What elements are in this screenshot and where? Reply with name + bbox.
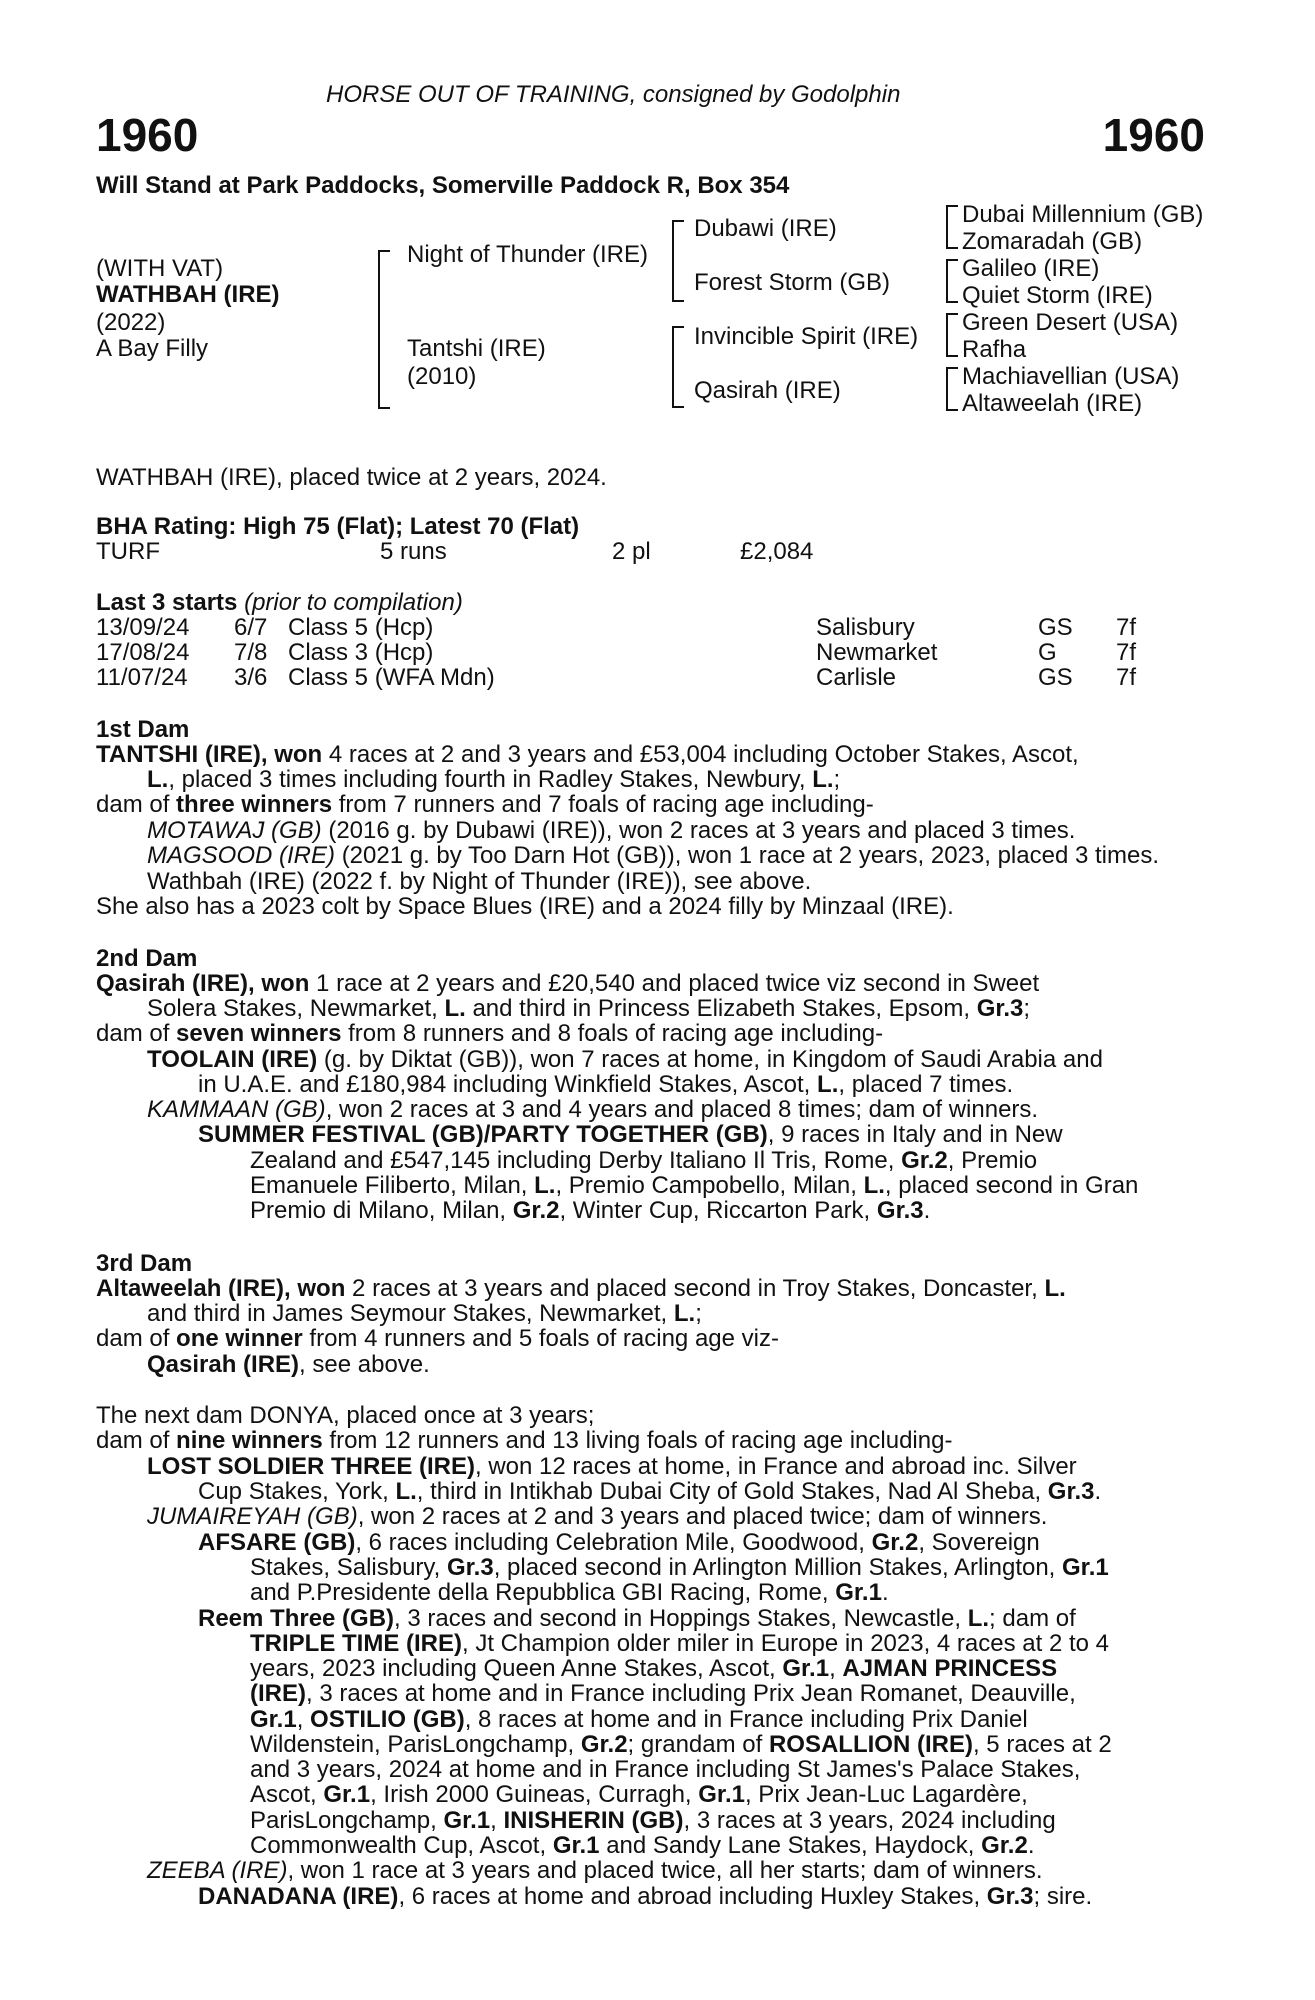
horse-name: WATHBAH (IRE) — [96, 281, 280, 308]
pedigree-sire-sire: Dubawi (IRE) — [694, 215, 837, 242]
next-dam-line: Cup Stakes, York, L., third in Intikhab Dubai City of Gold Stakes, Nad Al Sheba, Gr.3. — [198, 1478, 1102, 1505]
last-starts-title: Last 3 starts — [96, 589, 238, 616]
pedigree-brace — [672, 326, 684, 408]
pedigree-brace — [378, 250, 390, 409]
first-dam-line: dam of three winners from 7 runners and 7 foals of racing age including- — [96, 791, 874, 818]
next-dam-line: and 3 years, 2024 at home and in France including St James's Palace Stakes, — [250, 1756, 1081, 1783]
second-dam-line: KAMMAAN (GB), won 2 races at 3 and 4 years and placed 8 times; dam of winners. — [147, 1096, 1039, 1123]
next-dam-line: Ascot, Gr.1, Irish 2000 Guineas, Curragh, Gr.1, Prix Jean-Luc Lagardère, — [250, 1781, 1028, 1808]
next-dam-line: Reem Three (GB), 3 races and second in Hoppings Stakes, Newcastle, L.; dam of — [198, 1605, 1076, 1632]
second-dam-line: Premio di Milano, Milan, Gr.2, Winter Cup, Riccarton Park, Gr.3. — [250, 1197, 931, 1224]
lot-number-right: 1960 — [1102, 109, 1205, 161]
next-dam-line: years, 2023 including Queen Anne Stakes, Ascot, Gr.1, AJMAN PRINCESS — [250, 1655, 1058, 1682]
second-dam-line: Zealand and £547,145 including Derby Italiano Il Tris, Rome, Gr.2, Premio — [250, 1147, 1038, 1174]
pedigree-g5: Green Desert (USA) — [962, 309, 1179, 336]
vat-note: (WITH VAT) — [96, 255, 224, 282]
top-note: HORSE OUT OF TRAINING, consigned by Godolphin — [326, 81, 901, 108]
next-dam-line: LOST SOLDIER THREE (IRE), won 12 races at home, in France and abroad inc. Silver — [147, 1453, 1077, 1480]
next-dam-line: ZEEBA (IRE), won 1 race at 3 years and placed twice, all her starts; dam of winners. — [147, 1857, 1043, 1884]
last-start-race: Class 5 (Hcp) — [288, 614, 434, 641]
pedigree-brace — [946, 259, 958, 303]
pedigree-g4: Quiet Storm (IRE) — [962, 282, 1153, 309]
first-dam-line: She also has a 2023 colt by Space Blues (IRE) and a 2024 filly by Minzaal (IRE). — [96, 893, 954, 920]
next-dam-line: JUMAIREYAH (GB), won 2 races at 2 and 3 years and placed twice; dam of winners. — [147, 1503, 1048, 1530]
second-dam-line: in U.A.E. and £180,984 including Winkfield Stakes, Ascot, L., placed 7 times. — [198, 1071, 1014, 1098]
race-summary: WATHBAH (IRE), placed twice at 2 years, 2024. — [96, 464, 607, 491]
last-start-going: GS — [1038, 614, 1073, 641]
last-start-dist: 7f — [1116, 639, 1137, 666]
first-dam-heading: 1st Dam — [96, 716, 190, 743]
pedigree-g1: Dubai Millennium (GB) — [962, 201, 1204, 228]
pedigree-g3: Galileo (IRE) — [962, 255, 1100, 282]
pedigree-brace — [946, 367, 958, 411]
rating-runs: 5 runs — [380, 538, 447, 565]
last-start-course: Newmarket — [816, 639, 938, 666]
pedigree-dam-year: (2010) — [407, 363, 477, 390]
last-start-date: 13/09/24 — [96, 614, 190, 641]
pedigree-g7: Machiavellian (USA) — [962, 363, 1180, 390]
pedigree-brace — [946, 313, 958, 357]
third-dam-line: Altaweelah (IRE), won 2 races at 3 years and placed second in Troy Stakes, Doncaster, L. — [96, 1275, 1066, 1302]
rating-title: BHA Rating: High 75 (Flat); Latest 70 (Flat) — [96, 513, 580, 540]
second-dam-line: Emanuele Filiberto, Milan, L., Premio Campobello, Milan, L., placed second in Gran — [250, 1172, 1139, 1199]
last-starts-note: (prior to compilation) — [244, 589, 463, 616]
pedigree-brace — [946, 205, 958, 249]
pedigree-brace — [672, 220, 684, 302]
pedigree-g8: Altaweelah (IRE) — [962, 390, 1143, 417]
next-dam-line: The next dam DONYA, placed once at 3 years; — [96, 1402, 595, 1429]
pedigree-sire: Night of Thunder (IRE) — [407, 241, 648, 268]
next-dam-line: ParisLongchamp, Gr.1, INISHERIN (GB), 3 races at 3 years, 2024 including — [250, 1807, 1056, 1834]
third-dam-line: dam of one winner from 4 runners and 5 foals of racing age viz- — [96, 1325, 779, 1352]
last-start-dist: 7f — [1116, 664, 1137, 691]
rating-earnings: £2,084 — [740, 538, 814, 565]
pedigree-g2: Zomaradah (GB) — [962, 228, 1143, 255]
third-dam-line: Qasirah (IRE), see above. — [147, 1351, 430, 1378]
pedigree-sire-dam: Forest Storm (GB) — [694, 269, 891, 296]
last-start-date: 11/07/24 — [96, 664, 188, 691]
second-dam-line: Qasirah (IRE), won 1 race at 2 years and £20,540 and placed twice viz second in Sweet — [96, 970, 1040, 997]
last-start-course: Salisbury — [816, 614, 915, 641]
pedigree-dam-sire: Invincible Spirit (IRE) — [694, 323, 919, 350]
next-dam-line: Commonwealth Cup, Ascot, Gr.1 and Sandy Lane Stakes, Haydock, Gr.2. — [250, 1832, 1035, 1859]
first-dam-line: MOTAWAJ (GB) (2016 g. by Dubawi (IRE)), won 2 races at 3 years and placed 3 times. — [147, 817, 1076, 844]
next-dam-line: TRIPLE TIME (IRE), Jt Champion older miler in Europe in 2023, 4 races at 2 to 4 — [250, 1630, 1110, 1657]
pedigree-g6: Rafha — [962, 336, 1027, 363]
last-start-pos: 3/6 — [234, 664, 268, 691]
horse-year: (2022) — [96, 309, 166, 336]
next-dam-line: Gr.1, OSTILIO (GB), 8 races at home and in France including Prix Daniel — [250, 1706, 1028, 1733]
rating-surface: TURF — [96, 538, 160, 565]
rating-placed: 2 pl — [612, 538, 651, 565]
first-dam-line: MAGSOOD (IRE) (2021 g. by Too Darn Hot (GB)), won 1 race at 2 years, 2023, placed 3 times. — [147, 842, 1159, 869]
pedigree-dam-dam: Qasirah (IRE) — [694, 377, 841, 404]
last-start-race: Class 5 (WFA Mdn) — [288, 664, 495, 691]
last-start-pos: 6/7 — [234, 614, 268, 641]
lot-number-left: 1960 — [96, 109, 199, 161]
second-dam-line: TOOLAIN (IRE) (g. by Diktat (GB)), won 7 races at home, in Kingdom of Saudi Arabia and — [147, 1046, 1103, 1073]
next-dam-line: dam of nine winners from 12 runners and 13 living foals of racing age including- — [96, 1427, 953, 1454]
second-dam-heading: 2nd Dam — [96, 945, 198, 972]
next-dam-line: AFSARE (GB), 6 races including Celebration Mile, Goodwood, Gr.2, Sovereign — [198, 1529, 1040, 1556]
second-dam-line: dam of seven winners from 8 runners and 8 foals of racing age including- — [96, 1020, 884, 1047]
pedigree-dam: Tantshi (IRE) — [407, 335, 546, 362]
second-dam-line: SUMMER FESTIVAL (GB)/PARTY TOGETHER (GB), 9 races in Italy and in New — [198, 1121, 1063, 1148]
third-dam-line: and third in James Seymour Stakes, Newmarket, L.; — [147, 1300, 702, 1327]
second-dam-line: Solera Stakes, Newmarket, L. and third in Princess Elizabeth Stakes, Epsom, Gr.3; — [147, 995, 1031, 1022]
last-start-race: Class 3 (Hcp) — [288, 639, 434, 666]
first-dam-line: TANTSHI (IRE), won 4 races at 2 and 3 years and £53,004 including October Stakes, Ascot, — [96, 741, 1079, 768]
first-dam-line: L., placed 3 times including fourth in Radley Stakes, Newbury, L.; — [147, 766, 841, 793]
last-starts-heading — [96, 590, 463, 616]
last-start-pos: 7/8 — [234, 639, 268, 666]
next-dam-line: DANADANA (IRE), 6 races at home and abroad including Huxley Stakes, Gr.3; sire. — [198, 1883, 1093, 1910]
stand-location: Will Stand at Park Paddocks, Somerville Paddock R, Box 354 — [96, 172, 790, 199]
next-dam-line: and P.Presidente della Repubblica GBI Racing, Rome, Gr.1. — [250, 1579, 889, 1606]
last-start-course: Carlisle — [816, 664, 897, 691]
horse-description: A Bay Filly — [96, 335, 209, 362]
last-start-dist: 7f — [1116, 614, 1137, 641]
next-dam-line: Stakes, Salisbury, Gr.3, placed second in Arlington Million Stakes, Arlington, Gr.1 — [250, 1554, 1109, 1581]
last-start-date: 17/08/24 — [96, 639, 190, 666]
next-dam-line: Wildenstein, ParisLongchamp, Gr.2; grandam of ROSALLION (IRE), 5 races at 2 — [250, 1731, 1112, 1758]
third-dam-heading: 3rd Dam — [96, 1250, 193, 1277]
last-start-going: G — [1038, 639, 1057, 666]
next-dam-line: (IRE), 3 races at home and in France including Prix Jean Romanet, Deauville, — [250, 1680, 1076, 1707]
first-dam-line: Wathbah (IRE) (2022 f. by Night of Thunder (IRE)), see above. — [147, 868, 812, 895]
last-start-going: GS — [1038, 664, 1073, 691]
